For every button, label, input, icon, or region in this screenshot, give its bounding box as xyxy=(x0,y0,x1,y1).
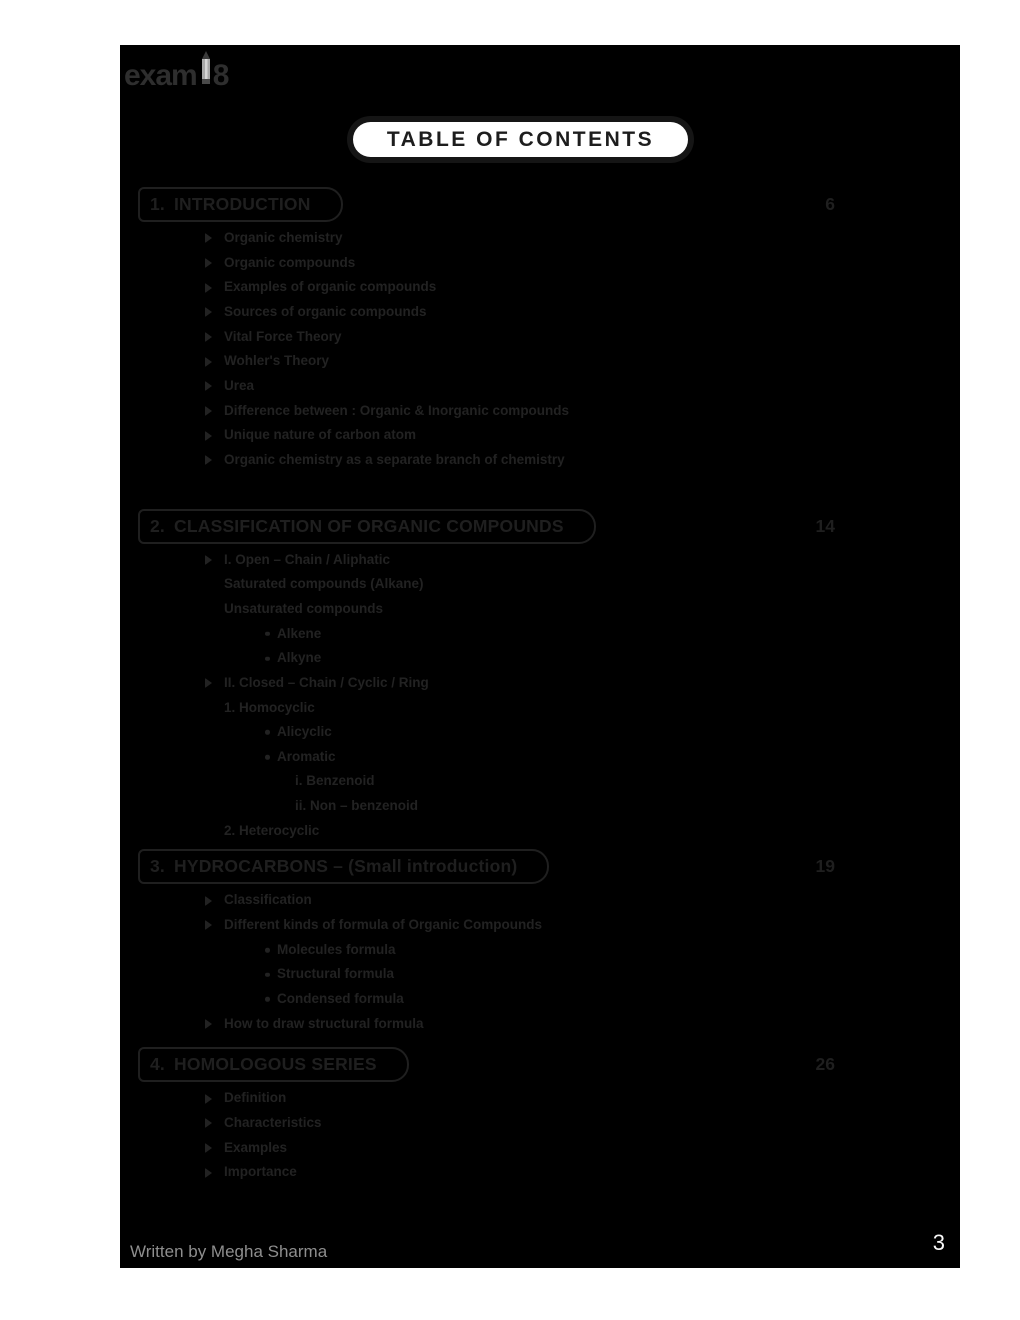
section-header-row xyxy=(138,509,835,544)
scanned-sheet xyxy=(120,45,960,1268)
toc-item xyxy=(224,423,960,448)
section-item-list xyxy=(120,1086,960,1185)
section-header-row xyxy=(138,1047,835,1082)
toc-item-label: Condensed formula xyxy=(277,991,404,1007)
toc-item-label: How to draw structural formula xyxy=(224,1015,424,1031)
section-page-number: 6 xyxy=(825,194,835,214)
section-page-number: 26 xyxy=(815,1054,835,1075)
dot-bullet-icon xyxy=(265,972,270,977)
dot-bullet-icon xyxy=(265,632,270,637)
toc-item xyxy=(224,399,960,424)
toc-item xyxy=(277,646,960,671)
section-header-row xyxy=(138,187,835,222)
toc-item-label: II. Closed – Chain / Cyclic / Ring xyxy=(224,674,429,690)
arrow-bullet-icon xyxy=(205,1019,212,1029)
dot-bullet-icon xyxy=(265,755,270,760)
arrow-bullet-icon xyxy=(205,1118,212,1128)
section-header-row xyxy=(138,849,835,884)
arrow-bullet-icon xyxy=(205,332,212,342)
toc-item xyxy=(224,1111,960,1136)
toc-item-label: Examples xyxy=(224,1139,288,1155)
toc-item-label: Alicyclic xyxy=(277,724,332,740)
arrow-bullet-icon xyxy=(205,233,212,243)
toc-section xyxy=(120,187,960,473)
toc-item xyxy=(277,938,960,963)
toc-item-label: Characteristics xyxy=(224,1115,322,1131)
toc-item xyxy=(224,1012,960,1037)
footer-author: Written by Megha Sharma xyxy=(130,1242,328,1261)
toc-item-label: Different kinds of formula of Organic Compounds xyxy=(224,917,543,933)
arrow-bullet-icon xyxy=(205,357,212,367)
section-title: HYDROCARBONS – (Small introduction) xyxy=(174,856,518,877)
arrow-bullet-icon xyxy=(205,555,212,565)
toc-item-label: Definition xyxy=(224,1090,287,1106)
toc-item xyxy=(224,300,960,325)
toc-item-label: Wohler's Theory xyxy=(224,353,329,369)
logo-text-suffix: 8 xyxy=(212,59,229,92)
toc-item xyxy=(224,888,960,913)
toc-item-label: Classification xyxy=(224,892,312,908)
toc-item xyxy=(224,374,960,399)
section-number: 2. xyxy=(150,515,165,536)
section-item-list xyxy=(120,226,960,473)
section-heading xyxy=(138,849,549,884)
arrow-bullet-icon xyxy=(205,678,212,688)
toc-section xyxy=(120,849,960,1036)
toc-item xyxy=(224,1136,960,1161)
arrow-bullet-icon xyxy=(205,381,212,391)
toc-item-label: I. Open – Chain / Aliphatic xyxy=(224,551,391,567)
toc-item-label: Unique nature of carbon atom xyxy=(224,427,417,443)
toc-item-label: Molecules formula xyxy=(277,941,396,957)
toc-item-label: 2. Heterocyclic xyxy=(224,822,320,838)
toc-item-label: Organic chemistry xyxy=(224,230,343,245)
toc-item-label: Difference between : Organic & Inorganic compounds xyxy=(224,402,570,418)
toc-item-label: Sources of organic compounds xyxy=(224,303,427,319)
dot-bullet-icon xyxy=(265,948,270,953)
section-heading xyxy=(138,187,343,222)
toc-item xyxy=(277,622,960,647)
section-title: INTRODUCTION xyxy=(174,194,311,214)
toc-item xyxy=(224,325,960,350)
toc-item xyxy=(224,1160,960,1185)
toc-item-label: Organic chemistry as a separate branch of chemistry xyxy=(224,451,565,467)
toc-item xyxy=(277,745,960,770)
arrow-bullet-icon xyxy=(205,406,212,416)
arrow-bullet-icon xyxy=(205,1094,212,1104)
toc-item xyxy=(224,448,960,473)
arrow-bullet-icon xyxy=(205,283,212,293)
section-page-number: 19 xyxy=(815,856,835,877)
section-number: 1. xyxy=(150,194,165,214)
section-number: 3. xyxy=(150,856,165,877)
toc-item xyxy=(224,226,960,251)
toc-item xyxy=(224,1086,960,1111)
arrow-bullet-icon xyxy=(205,896,212,906)
toc-item-label: Alkene xyxy=(277,625,322,641)
toc-item xyxy=(224,819,960,844)
page-title xyxy=(353,122,688,157)
section-item-list xyxy=(120,548,960,844)
toc-item xyxy=(277,720,960,745)
toc-item-label: Saturated compounds (Alkane) xyxy=(224,576,424,592)
pencil-icon xyxy=(200,51,212,91)
section-heading xyxy=(138,509,596,544)
logo-text-prefix: exam xyxy=(124,59,197,92)
toc-item xyxy=(224,696,960,721)
toc-item xyxy=(224,251,960,276)
arrow-bullet-icon xyxy=(205,920,212,930)
toc-item-label: Importance xyxy=(224,1164,297,1180)
dot-bullet-icon xyxy=(265,656,270,661)
toc-section xyxy=(120,509,960,844)
toc-item-label: Unsaturated compounds xyxy=(224,600,384,616)
toc-item-label: Structural formula xyxy=(277,966,395,982)
section-item-list xyxy=(120,888,960,1036)
toc-item xyxy=(277,987,960,1012)
dot-bullet-icon xyxy=(265,997,270,1002)
section-title: HOMOLOGOUS SERIES xyxy=(174,1054,377,1075)
toc-item xyxy=(224,597,960,622)
toc-item xyxy=(224,572,960,597)
toc-item-label: Examples of organic compounds xyxy=(224,279,437,295)
section-page-number: 14 xyxy=(815,515,835,536)
toc-item xyxy=(224,913,960,938)
toc-item xyxy=(224,548,960,573)
toc-item-label: Aromatic xyxy=(277,748,336,764)
toc-item-label: i. Benzenoid xyxy=(295,773,375,789)
toc-item xyxy=(295,769,960,794)
exam18-logo xyxy=(124,51,228,91)
section-number: 4. xyxy=(150,1054,165,1075)
toc-item xyxy=(224,275,960,300)
arrow-bullet-icon xyxy=(205,1168,212,1178)
arrow-bullet-icon xyxy=(205,431,212,441)
toc-item xyxy=(277,962,960,987)
table-of-contents xyxy=(120,187,960,1185)
footer-page-number: 3 xyxy=(932,1230,945,1255)
arrow-bullet-icon xyxy=(205,455,212,465)
toc-item-label: Alkyne xyxy=(277,650,322,666)
dot-bullet-icon xyxy=(265,730,270,735)
section-title: CLASSIFICATION OF ORGANIC COMPOUNDS xyxy=(174,515,564,536)
toc-section xyxy=(120,1047,960,1185)
toc-item-label: ii. Non – benzenoid xyxy=(295,798,419,814)
arrow-bullet-icon xyxy=(205,1143,212,1153)
arrow-bullet-icon xyxy=(205,258,212,268)
toc-item-label: Urea xyxy=(224,377,255,393)
page-title-label: TABLE OF CONTENTS xyxy=(386,127,655,151)
section-heading xyxy=(138,1047,409,1082)
toc-item xyxy=(224,671,960,696)
toc-item xyxy=(295,794,960,819)
toc-item-label: Vital Force Theory xyxy=(224,328,342,344)
arrow-bullet-icon xyxy=(205,307,212,317)
toc-item-label: Organic compounds xyxy=(224,254,356,270)
toc-item xyxy=(224,349,960,374)
toc-item-label: 1. Homocyclic xyxy=(224,699,315,715)
